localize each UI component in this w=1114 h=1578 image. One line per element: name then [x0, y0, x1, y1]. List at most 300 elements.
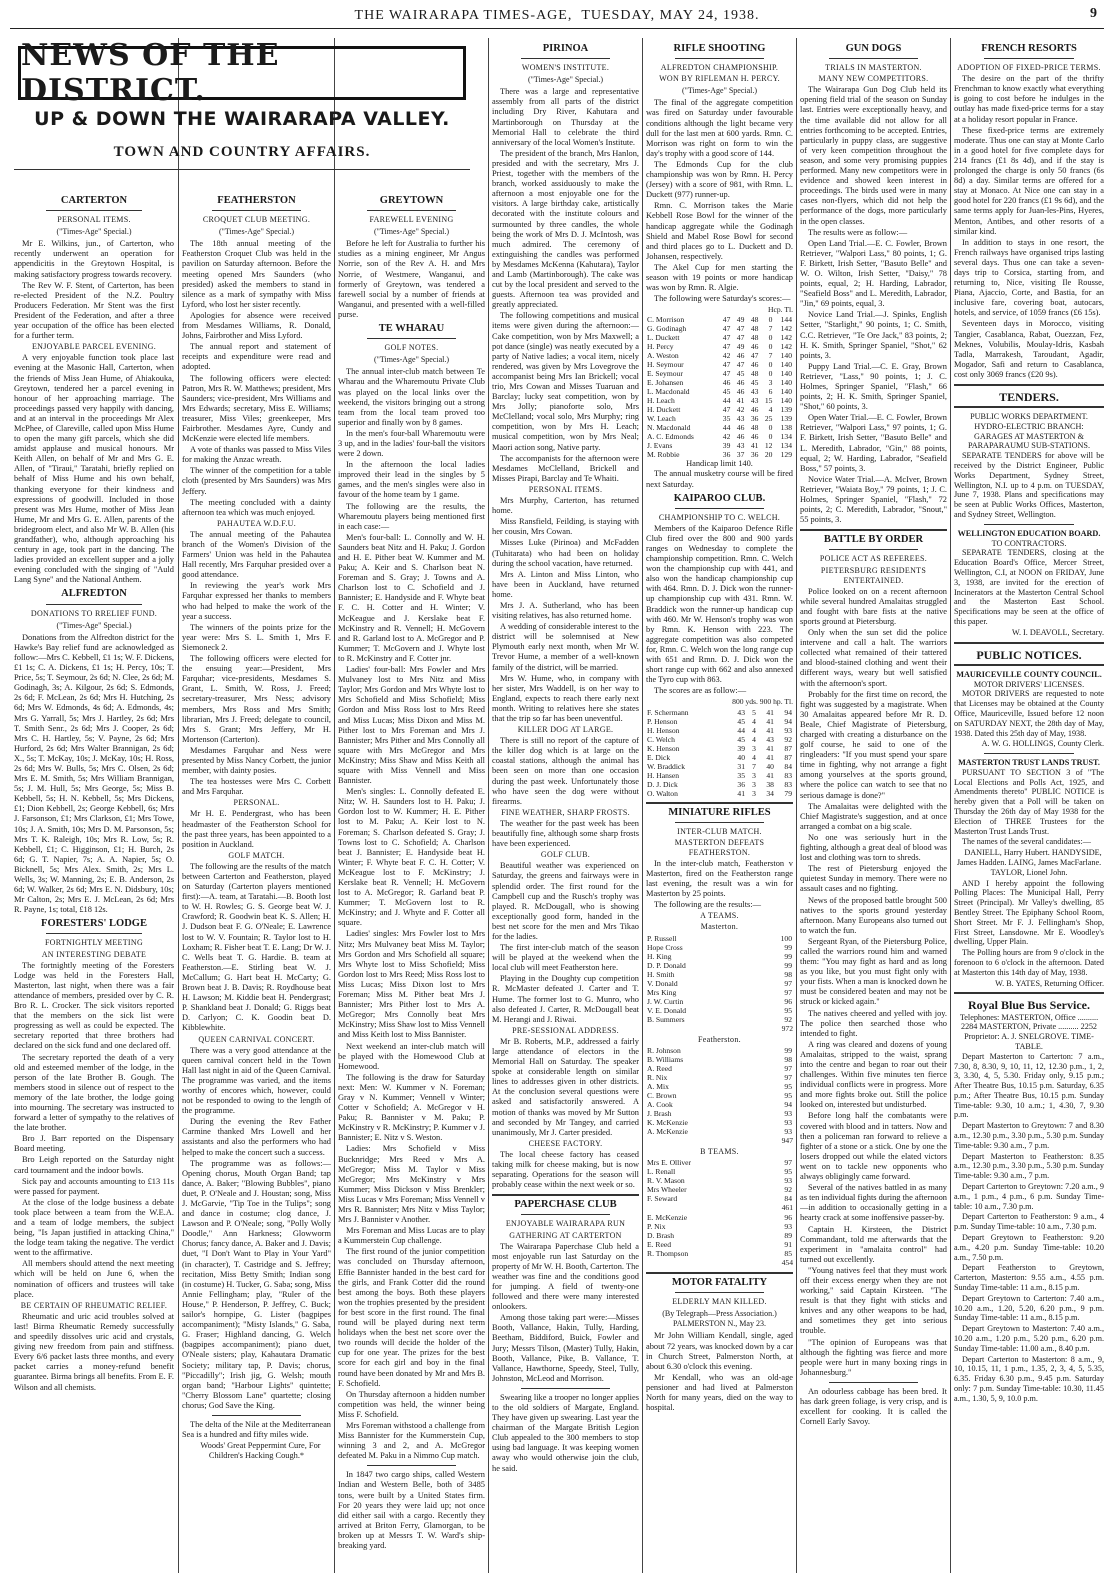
paragraph: The following are the results:—	[654, 900, 761, 910]
column-french-resorts	[954, 40, 1104, 1572]
score-cell: 41	[766, 752, 774, 762]
heading-foresters: FORESTERS' LODGE	[41, 918, 147, 930]
score-cell: 142	[780, 333, 792, 343]
column-rifle-shooting	[646, 40, 793, 1572]
competitor-name: P. Nix	[647, 1222, 666, 1231]
score-cell: 4	[752, 725, 756, 735]
competitor-name: A. McKenzie	[647, 1126, 688, 1136]
competitor-name: R. Nix	[647, 1072, 668, 1082]
score-cell: 95	[784, 1166, 792, 1176]
column-carterton	[14, 192, 174, 1572]
score-cell: 48	[750, 315, 759, 325]
score-cell: 46	[750, 360, 759, 370]
score-cell: 99	[784, 960, 792, 970]
paragraph: The rest of Pietersburg enjoyed the quietest Sunday in memory. There were no assault cases and no fighting.	[800, 864, 947, 894]
paragraph: Mrs J. A. Sutherland, who has been visiting relatives, has also returned home.	[492, 600, 639, 621]
tender-text: SEPARATE TENDERS, closing at the Education Board's Office, Mercer Street, Wellington, C.I, at NOON on FRIDAY, June 3, 1938, are invited for the erection of Incinerators at the Masterton Central School and the Masterton East School. Specifications may be seen at the office of this paper.	[954, 548, 1104, 627]
paragraph: The annual report and statement of receipts and expenditure were read and adopted.	[182, 342, 331, 372]
table-row	[646, 1118, 793, 1127]
score-cell: 39	[737, 743, 745, 753]
competitor-name: E. Dick	[647, 752, 671, 762]
paragraph: Sergeant Ryan, of the Pietersburg Police, called the warriors round him and warned them: "You may fight as hard and as long as you like, but you must fight only with your fists. When a man is knocked down he must be considered beaten and may not be struck or kicked again."	[800, 936, 947, 1007]
score-cell: 41	[766, 770, 774, 780]
paragraph: Next weekend an inter-club match will be played with the Homewood Club at Homewood.	[338, 1041, 485, 1071]
column-featherston	[182, 192, 331, 1572]
paragraph: Mrs Foreman withstood a challenge from Miss Bannister for the Kummerstein Cup, winning 3 and 2, and A. McGregor defeated M. Paku in a Nimmo Cup match.	[338, 1420, 485, 1461]
paragraph: Mrs A. Linton and Miss Linton, who have been in Auckland, have returned home.	[492, 569, 639, 599]
score-cell: 42	[722, 432, 731, 442]
subheading: MASTERTON DEFEATS FEATHERSTON.	[674, 837, 765, 857]
page-number: 9	[1090, 6, 1098, 21]
table-row	[646, 1006, 793, 1015]
paragraph: Ladies' four-ball: Mrs Fowler and Mrs Mulvaney lost to Mrs Nitz and Miss Taylor; Mrs Gordon and Mrs Whyte lost to Mrs Schofield and Miss Schofield; Miss Gordon and Miss Ross lost to Mrs Reed and Miss Lucas; Miss Dixon and Miss M. Pither lost to Mrs Foreman and Mrs J. Bannister; Mrs Pither and Mrs Connolly all square with Mrs McGregor and Mrs McKinstry; Miss Shaw and Miss Keith all square with Miss Vennell and Miss Bannister.	[338, 665, 485, 786]
score-cell: 42	[736, 405, 745, 415]
scores-table-kaiparoo	[646, 708, 793, 798]
competitor-name: F. Seward	[647, 1193, 678, 1203]
competitor-name: A. Mix	[647, 1081, 669, 1091]
paragraph: "The opinion of Europeans was that although the fighting was fierce and more people were hurt in many boxing rings in Johannesburg."	[800, 1337, 947, 1377]
heading-alfredton: ALFREDTON	[61, 588, 127, 600]
score-cell: 41	[766, 725, 774, 735]
paragraph: The accompanists for the afternoon were Mesdames McClelland, Brickell and Misses Pirapi, Barclay and Te Whaiti.	[492, 453, 639, 483]
paragraph: Rmn. C. Morrison takes the Marie Kebbell Rose Bowl for the winner of the handicap aggregate while the Godinagh Shield and Mabel Rose Bowl for second and third places go to L. Duckett and D. Johansen, respectively.	[646, 201, 793, 261]
timetable-entry: Depart Carterton to Greytown: 7.20 a.m., 9 a.m., 1 p.m., 4 p.m., 6 p.m. Sunday Time-table: 10 a.m., 7.30 p.m.	[954, 1182, 1104, 1211]
competitor-name: P. Russell	[647, 933, 677, 943]
table-row	[646, 708, 793, 717]
column-rule	[796, 38, 797, 1573]
timetable-entry: Depart Masterton to Greytown: 7 and 8.30 a.m., 12.30 p.m., 3.30 p.m., 5.30 p.m. Sunday Time-table: 9.30 a.m., 7 p.m.	[954, 1121, 1104, 1150]
subheading: PERSONAL ITEMS.	[528, 484, 603, 494]
table-row	[646, 1176, 793, 1185]
competitor-name: B. Summers	[647, 1014, 685, 1024]
competitor-name: A. C. Edmonds	[647, 432, 694, 442]
table-row	[646, 789, 793, 798]
filler-note: An odourless cabbage has been bred. It has dark green foliage, is very crisp, and is excellent for cooking. It is called the Cornell Early Savoy.	[800, 1386, 947, 1427]
score-cell: 97	[784, 1157, 792, 1167]
score-cell: 97	[784, 978, 792, 988]
subheading: MANY NEW COMPETITORS.	[818, 74, 929, 84]
score-cell: 49	[736, 342, 745, 352]
score-cell: 0	[768, 432, 773, 442]
paragraph: The following are the results of the match between Carterton and Featherston, played on Saturday (Carterton players mentioned first):—A. team, at Taratahi.—B. Booth lost to W. H. Rowles; G. S. George beat W. J. Crawford; R. Goodwin beat K. S. Allen; H. J. Dudson beat F. G. O'Neale; E. Lawrence lost to W. V. Fountain; R. Taylor lost to H. Loxham; R. Fisher beat T. E. Lang; Dr W. J. C. Wells beat T. G. Hardie. B. team at Featherston.—E. Stirling beat W. J. McCallum; G. Hart beat H. McCarty; G. Brown beat J. B. Davis; R. Roydhouse beat H. Lawson; M. Kiddie beat H. Pendergrast; P. Shankland beat J. Donald; G. Riggs beat D. Carlyon; C. K. Goodin beat D. Kibblewhite.	[182, 861, 331, 1033]
score-cell: 47	[736, 333, 745, 343]
table-row	[646, 1185, 793, 1194]
table-row	[646, 952, 793, 961]
competitor-name: W. Braddick	[647, 761, 686, 771]
subheading: WOMEN'S INSTITUTE.	[521, 63, 610, 73]
heading-kaiparoo: KAIPAROO CLUB.	[673, 492, 766, 504]
timetable-entry: Depart Featherston to Greytown, Carterton, Masterton: 9.55 a.m., 4.55 p.m. Sunday Time-table: 11 a.m., 8.15 p.m.	[954, 1263, 1104, 1293]
special-tag: ("Times-Age" Special.)	[56, 620, 132, 630]
score-cell: 93	[784, 1126, 792, 1136]
score-cell: 36	[737, 779, 745, 789]
score-cell: 35	[737, 770, 745, 780]
score-cell: 47	[722, 342, 731, 352]
paragraph: Playing in the Doughty cup competition R. McMaster defeated J. Carter and T. Hume. The former lost to G. Munro, who also defeated J. Carter, R. McDougall beat M. Herangi and J. Riwai.	[492, 974, 639, 1024]
competitor-name: A. Reed	[647, 1063, 672, 1073]
paragraph: A wedding of considerable interest to the district will be solemnised at New Plymouth early next month, when Mr W. Trevor Hume, a member of a well-known family of the district, will be married.	[492, 622, 639, 672]
competitor-name: J. Brash	[647, 1108, 672, 1118]
table-header: 800 yds. 900 hp. Tl.	[732, 697, 793, 707]
column-gun-dogs	[800, 40, 947, 1572]
score-cell: 41	[766, 743, 774, 753]
score-cell: 83	[784, 779, 792, 789]
score-cell: 41	[766, 716, 774, 726]
table-row	[646, 1046, 793, 1055]
table-row	[646, 1213, 793, 1222]
subheading: INTER-CLUB MATCH.	[677, 826, 762, 836]
paragraph: Men's four-ball: L. Connolly and W. H. Saunders beat Nitz and H. Paku; J. Gordon and H. E. Pither beat W. Kummer and M. Paku; A. Keir and S. Charlson beat N. Foreman and S. Gray; J. Towns and A. Charlson lost to C. Schofield and J. Bannister; E. Handyside and F. Whyte beat F. C. H. Cotter and H. Winter; V. McKeague and J. Kerslake beat F. McKinstry and R. Vennell; H. McGovern and R. Garland lost to A. McGregor and P. Kummer; T. McGovern and J. Whyte lost to R. McKinstry and F. Cotter jnr.	[338, 532, 485, 663]
score-cell: 41	[766, 707, 774, 717]
paragraph: Puppy Land Trial.—C. E. Gray, Brown Retriever, "Lass," 90 points, 1; J. C. Holmes, Springer Spaniel, "Flash," 66 points, 2; H. K. Smith, Springer Spaniel, "Shot," 60 points, 3.	[800, 361, 947, 412]
column-rule	[334, 38, 335, 1573]
table-row	[646, 1073, 793, 1082]
news-banner	[14, 40, 470, 170]
paragraph: Bro Leigh reported on the Saturday night card tournament and the indoor bowls.	[14, 1155, 174, 1175]
paragraph: The results were as follow:—	[808, 227, 908, 237]
paragraph: A ring was cleared and dozens of young Amalaitas, stripped to the waist, sprang into the centre and began to roar out their challenges. Within five minutes ten fierce individual conflicts were in progress. More and more fights broke out. Still the police looked on, interested but undisturbed.	[800, 1039, 947, 1110]
heading-gun-dogs: GUN DOGS	[845, 43, 902, 54]
table-row	[646, 441, 793, 450]
table-row	[646, 387, 793, 396]
score-cell: 4	[752, 716, 756, 726]
signature: W. I. DEAVOLL, Secretary.	[1011, 627, 1104, 637]
score-cell: 43	[737, 707, 745, 717]
table-row	[646, 970, 793, 979]
table-header: Hcp. Tl.	[768, 305, 793, 315]
score-cell: 41	[750, 441, 759, 451]
team-total: 454	[781, 1258, 793, 1267]
paragraph: The following competitions and musical items were given during the afternoon:—Cake competition, won by Mrs Maxwell; a pot dance (single) was neatly executed by a party of Native ladies; a vocal item, nicely rendered, was given by Mrs Lovegrove the accompanist being Mrs Ian Brickell; vocal trio, Mrs Cowan and Misses Tuaruan and Barclay; lucky seat competition, won by Mrs Jolly; pianoforte solo, Mrs McClelland; vocal solo, Mrs Murphy; ring competition, won by Mrs H. Leach; musical competition, won by Mrs Neal; Maori action song, Native party.	[492, 311, 639, 452]
score-cell: 140	[780, 378, 792, 388]
paragraph: In reviewing the year's work Mrs Farquhar expressed her thanks to members who had helped to make the work of the year a success.	[182, 581, 331, 621]
table-row	[646, 717, 793, 726]
table-row	[646, 961, 793, 970]
subheading: ALFREDTON CHAMPIONSHIP.	[660, 63, 779, 73]
paragraph: The president of the branch, Mrs Hanlon, presided and with the secretary, Mrs J. Priest, together with the members of the branch, worked assiduously to make the afternoon a most enjoyable one for the visitors. A large birthday cake, artistically decorated with the institute colours and surmounted by three candles, the whole being the work of Mrs D. J. McIntosh, was much admired. The ceremony of extinguishing the candles was performed by Mesdames McKenna (Kahutara), Taylor and Lamb (Martinborough). The cake was cut by the local president and served to the guests. Afternoon tea was provided and greatly appreciated.	[492, 148, 639, 310]
table-row	[646, 1158, 793, 1167]
subheading: B TEAMS.	[700, 1146, 739, 1156]
score-cell: 92	[784, 734, 792, 744]
table-row	[646, 315, 793, 324]
paragraph: Members of the Kaiparoo Defence Rifle Club fired over the 800 and 900 yards ranges on Wednesday to complete the championship competition. Rmn. C. Welch won the championship cup with 441, and also won the handicap championship cup with 464. Rmn. D. J. Dick won the runner-up championship cup with 431. Rmn. W. Braddick won the runner-up handicap cup with 460. Mr W. Henson's trophy was won by Rmn. K. Henson with 223. The aggregate competition was also competed for, Rmn. C. Welch won the long range cup with 651 and Rmn. D. J. Dick won the short range cup with 662 and also annexed the Tyro cup with 863.	[646, 523, 793, 685]
notice-text: PURSUANT TO SECTION 3 of "The Local Elections and Polls Act, 1925, and Amendments thereto" PUBLIC NOTICE is hereby given that a Poll will be taken on Thursday the 26th day of May 1938 for the Election of THREE Trustees for the Masterton Trust Lands Trust.	[954, 767, 1104, 836]
paragraph: Apologies for absence were received from Mesdames Williams, R. Donald, Johns, Fairbrother and Miss Lyford.	[182, 310, 331, 341]
table-row	[646, 1222, 793, 1231]
competitor-name: R. Thompson	[647, 1249, 689, 1258]
score-cell: 96	[784, 1213, 792, 1222]
subheading: ENJOYABLE PARCEL EVENING.	[31, 342, 157, 352]
paragraph: The following were Saturday's scores:—	[654, 294, 791, 304]
table-row	[646, 1109, 793, 1118]
score-cell: 46	[736, 432, 745, 442]
notice-text: MOTOR DRIVERS are requested to note that Licenses may be obtained at the County Office, Mauriceville, Issued before 12 noon on SATURDAY NEXT, the 28th day of May, 1938. Dated this 25th day of May, 1938.	[954, 689, 1104, 738]
paragraph: Beautiful weather was experienced on Saturday, the greens and fairways were in splendid order. The first round for the Campbell cup and the Rusch's trophy was played. R. McDougall, who is showing exceptionally good form, handed in the best net score for the men and Mrs Tikao for the ladies.	[492, 861, 639, 941]
paragraph: Probably for the first time on record, the fight was suggested by a magistrate. When 30 Amalaitas appeared before Mr R. D. Beale, Chief Magistrate of Pietersburg, charged with creating a disturbance on the golf course, he said to one of the ringleaders: "If you must spend your spare time in fighting, why not arrange a fight among yourselves at the sports ground, where the police can watch to see that no serious damage is done?"	[800, 689, 947, 800]
table-row	[646, 744, 793, 753]
bus-service-heading: Royal Blue Bus Service.	[968, 998, 1090, 1013]
special-tag: ("Times-Age" Special.)	[373, 227, 450, 237]
column-rule	[642, 38, 643, 1573]
tender-title: WELLINGTON EDUCATION BOARD.	[957, 528, 1101, 538]
score-cell: 3	[752, 743, 756, 753]
subheading: ELDERLY MAN KILLED.	[672, 1297, 767, 1307]
score-cell: 39	[722, 441, 731, 451]
subheading: A TEAMS.	[700, 911, 739, 921]
score-cell: 4	[768, 405, 773, 415]
score-cell: 35	[722, 414, 731, 424]
bus-phones: Telephones: MASTERTON, Office .......... 2284 MASTERTON, Private .......... 2252	[959, 1012, 1099, 1032]
paragraph: Mrs Murphy, Carterton, has returned home.	[492, 496, 639, 516]
notice-text: The names of the several candidates:—	[962, 837, 1091, 847]
score-cell: 46	[722, 378, 731, 388]
score-cell: 47	[722, 324, 731, 334]
paragraph: The Rev W. F. Stent, of Carterton, has been re-elected President of the N.Z. Poultry Producers Federation. Mr Stent was the first President of the Federation, and after a three year occupation of the office has been elected for a further term.	[14, 280, 174, 341]
score-cell: 0	[768, 423, 773, 433]
score-cell: 79	[784, 788, 792, 798]
masthead-date: TUESDAY, MAY 24, 1938.	[581, 8, 760, 23]
heading-carterton: CARTERTON	[60, 195, 128, 206]
score-cell: 139	[780, 405, 792, 415]
banner-title: NEWS OF THE DISTRICT.	[18, 46, 466, 100]
paragraph: Ladies: Mrs Schofield v Miss Bucknridge; Mrs Reed v Mrs A. McGregor; Miss M. Taylor v Miss McGregor; Mrs McKinstry v Mrs Kummer; Miss Dickson v Miss Brenkler; Miss Lucas v Mrs Foreman; Miss Vennell v Mrs R. Bannister; Mrs Nitz v Miss Taylor; Mrs J. Bannister v Another.	[338, 1144, 485, 1225]
table-row	[646, 423, 793, 432]
competitor-name: G. Godinagh	[647, 324, 687, 334]
score-cell: 43	[736, 414, 745, 424]
subheading: GATHERING AT CARTERTON	[509, 1230, 622, 1240]
score-cell: 97	[784, 987, 792, 997]
score-cell: 48	[750, 369, 759, 379]
paragraph: The following officers were elected for the ensuing year:—President, Mrs Farquhar; vice-presidents, Mesdames S. Grant, L. Smith, W. Ross, J. Freed; secretary-treasurer, Mrs Ness; advisory members, Mrs Ross and Mrs Smith; librarian, Mrs J. Freed; delegate to council, Mrs S. Grant; Mrs Jeffery, Mr H. Mortenson (Carterton).	[182, 654, 331, 744]
score-cell: 38	[766, 779, 774, 789]
score-cell: 99	[784, 942, 792, 952]
competitor-name: H. Percy	[647, 342, 674, 352]
table-row	[646, 1240, 793, 1249]
competitor-name: R. Johnson	[647, 1045, 681, 1055]
paragraph: Mrs Foreman and Miss Lucas are to play a Kummerstein Cup challenge.	[338, 1226, 485, 1246]
subheading: PAHAUTEA W.D.F.U.	[216, 518, 297, 528]
competitor-name: L. Duckett	[647, 333, 680, 343]
subheading: FAREWELL EVENING	[369, 215, 454, 225]
paragraph: During the evening the Rev Father Carmine thanked Mrs Lowell and her assistants and also the performers who had helped to make the concert such a success.	[182, 1117, 331, 1157]
table-row	[646, 997, 793, 1006]
score-cell: 4	[752, 734, 756, 744]
heading-rifle-shooting: RIFLE SHOOTING	[673, 43, 766, 54]
subheading: PERSONAL ITEMS.	[57, 215, 131, 225]
paragraph: The Edmonds Cup for the club championship was won by Rmn. H. Percy (Jersey) with a score of 981, with Rmn. L. Duckett (977) runner-up.	[646, 159, 793, 200]
subheading: GOLF MATCH.	[228, 850, 285, 860]
score-cell: 140	[780, 396, 792, 406]
paragraph: The Akel Cup for men starting the season with 19 points or more handicap was won by Rmn. R. Algie.	[646, 262, 793, 293]
score-cell: 40	[766, 761, 774, 771]
score-cell: 46	[750, 405, 759, 415]
score-cell: 44	[722, 396, 731, 406]
score-cell: 140	[780, 351, 792, 361]
paragraph: Only when the sun set did the police intervene and call a halt. The warriors collected what remained of their tattered and blood-stained clothing and went their different ways, weary but well satisfied with the afternoon's sport.	[800, 628, 947, 688]
team-total: 972	[781, 1023, 793, 1033]
table-row	[646, 988, 793, 997]
table-row	[646, 378, 793, 387]
table-row	[646, 1055, 793, 1064]
score-cell: 0	[768, 369, 773, 379]
score-cell: 87	[784, 743, 792, 753]
subheading: Featherston.	[698, 1034, 741, 1044]
score-cell: 46	[736, 423, 745, 433]
paragraph: Mrs W. Hume, who, in company with her sister, Mrs Waddell, is on her way to England, expects to reach there early next month. Writing to relatives here she states that the trip so far has been uneventful.	[492, 673, 639, 723]
paragraph: Mesdames Farquhar and Ness were presented by Miss Nancy Corbett, the junior member, with dainty posies.	[182, 745, 331, 776]
paragraph: In the men's four-ball Wharemoutu were 3 up, and in the ladies' four-ball the visitors were 2 down.	[338, 428, 485, 459]
heading-greytown: GREYTOWN	[379, 195, 444, 206]
score-cell: 46	[750, 432, 759, 442]
competitor-name: E. McKenzie	[647, 1213, 688, 1222]
paragraph: Mr E. Wilkins, jun., of Carterton, who recently underwent an operation for appendicitis in the Greytown Hospital, is making satisfactory progress towards recovery.	[14, 239, 174, 279]
score-cell: 97	[784, 1063, 792, 1073]
score-cell: 6	[768, 387, 773, 397]
paragraph: In addition to stays in one resort, the French railways have organised trips lasting several days. Thus one can take a seven-days trip to Corsica, starting from, and returning to, Nice, visiting Ile Rousse, Piana, Ajaccio, Corte, and Bastia, for an inclusive fare, covering boat, autocars, hotels, and service, of 1059 francs (£6 15s).	[954, 237, 1104, 318]
competitor-name: M. Robbie	[647, 450, 680, 460]
paragraph: The winners of the points prize for the year were: Mrs S. L. Smith 1, Mrs F. Siemoneck 2.	[182, 622, 331, 652]
team-total: 947	[781, 1135, 793, 1145]
paragraph: The local cheese factory has ceased taking milk for cheese making, but is now separating. Operations for the season will probably cease within the next week or so.	[492, 1149, 639, 1190]
timetable-entry: Depart Greytown to Carterton: 7.40 a.m., 10.20 a.m., 1.20, 5.20, 6.20 p.m., 9 p.m. Sunday Time-table: 11 a.m., 8.15 p.m.	[954, 1293, 1104, 1323]
paragraph: Mr John William Kendall, single, aged about 72 years, was knocked down by a car in Church Street, Palmerston North, at about 6.30 o'clock this evening.	[646, 1331, 793, 1371]
score-cell: 36	[750, 450, 759, 460]
competitor-name: K. Henson	[647, 743, 680, 753]
score-cell: 48	[750, 333, 759, 343]
paragraph: Men's singles: L. Connolly defeated E. Nitz; W. H. Saunders lost to H. Paku; J. Gordon lost to W. Kummer; H. E. Pither lost to M. Paku; A. Keir lost to N. Foreman; S. Charlson defeated S. Gray; J. Towns lost to C. Schofield; A. Charlson beat J. Bannister; E. Handyside beat H. Winter; F. Whyte beat F. C. H. Cotter; V. McKeague lost to F. McKinstry; J. Kerslake beat R. Vennell; H. McGovern lost to A. McGregor; R. Garland beat P. Kummer; T. McGovern lost to R. McKinstry; and J. Whyte and F. Cotter all square.	[338, 787, 485, 928]
masthead	[10, 4, 1104, 29]
competitor-name: K. McKenzie	[647, 1117, 688, 1127]
paragraph: Among those taking part were:—Misses Booth, Vallance, Hakin, Tully, Harding, Beetham, Biddiford, Buick, Fowler and Jury; Messrs Tilson, (Master) Tully, Hakin, Booth, Vallance, Pike, B. Vallance, T. Vallance, Hawthorne, Speedy, Steel, Tully, Johnston, McLeod and Morrison.	[492, 1313, 639, 1383]
bus-proprietor: Proprietor: A. J. SNELGROVE. TIME-TABLE.	[964, 1032, 1094, 1051]
column-pirinoa	[492, 40, 639, 1572]
score-cell: 97	[784, 1072, 792, 1082]
competitor-name: J. Evans	[647, 441, 673, 451]
table-row	[646, 414, 793, 423]
score-cell: 134	[780, 432, 792, 442]
table-row	[646, 369, 793, 378]
table-row	[646, 432, 793, 441]
table-footnote: Handicap limit 140.	[686, 459, 753, 469]
special-tag: ("Times-Age" Special.)	[56, 227, 132, 237]
paragraph: The winner of the competition for a table cloth (presented by Mrs Saunders) was Mrs Jeffery.	[182, 466, 331, 496]
score-cell: 41	[737, 788, 745, 798]
subheading: ENJOYABLE WAIRARAPA RUN	[505, 1219, 626, 1229]
notice-title: MASTERTON TRUST LANDS TRUST.	[958, 758, 1100, 768]
table-row	[646, 1064, 793, 1073]
score-cell: 142	[780, 342, 792, 352]
score-cell: 93	[784, 1175, 792, 1185]
heading-miniature-rifles: MINIATURE RIFLES	[668, 806, 771, 818]
paragraph: The Wairarapa Gun Dog Club held its opening field trial of the season on Sunday last. Entries were exceptionally heavy, and the time available did not allow for all entries forthcoming to be accepted. Entries, particularly in puppy class, are suggestive of very keen competition throughout the season, and some very promising puppies performed. Many new competitors were in evidence and showed keen interest in proceedings. The birds used were in many cases non-flyers, which did not help the performance of the dogs, more particularly in the open classes.	[800, 85, 947, 226]
table-row	[646, 1231, 793, 1240]
score-cell: 0	[768, 333, 773, 343]
subheading: GOLF CLUB.	[540, 850, 591, 860]
competitor-name: H. Hansen	[647, 770, 680, 780]
score-cell: 47	[750, 351, 759, 361]
paragraph: The natives cheered and yelled with joy. The police then searched those who intended to fight.	[800, 1008, 947, 1038]
paragraph: The following officers were elected: Patron, Mrs R. W. Matthews; president, Mrs Saunders; vice-president, Mrs Williams and Mrs Edwards; secretary, Miss E. Williams; treasurer, Miss Viles; greenkeeper, Mrs Fairbrother. Mesdames Ayre, Cundy and McKenzie were elected life members.	[182, 373, 331, 444]
competitor-name: V. Donald	[647, 978, 678, 988]
subheading: PIETERSBURG RESIDENTS ENTERTAINED.	[820, 565, 927, 585]
paragraph: Captain H. Kirsteen, the District Commandant, told me afterwards that the experiment in "amalaita control" had turned out excellently.	[800, 1224, 947, 1264]
score-cell: 41	[736, 396, 745, 406]
score-cell: 25	[764, 414, 773, 424]
competitor-name: J. W. Curtin	[647, 996, 684, 1006]
tender-title: PUBLIC WORKS DEPARTMENT. HYDRO-ELECTRIC BRANCH: GARAGES AT MASTERTON & PARAPARAUMU SUB-STATIONS.	[967, 412, 1091, 451]
timetable-entry: Depart Masterton to Carterton: 7 a.m., 7.30, 8, 8.30, 9, 10, 11, 12, 12.30 p.m., 1, 2, 3, 3.30, 4, 5, 5.30. Friday only, 9.15 p.m.; After Theatre Bus, 10.15 p.m. Saturday, 6.35 p.m.; After Theatre Bus, 10.15 p.m. Sunday Time-table: 9.30, 10 a.m.; 1, 4.30, 7, 9.30 p.m.	[954, 1051, 1104, 1120]
heading-french-resorts: FRENCH RESORTS	[981, 43, 1077, 54]
score-cell: 93	[784, 1108, 792, 1118]
heading-paperchase: PAPERCHASE CLUB	[514, 1199, 617, 1211]
score-cell: 95	[784, 1081, 792, 1091]
table-row	[646, 1249, 793, 1258]
paragraph: Before he left for Australia to further his studies as a mining engineer, Mr Angus Norrie, son of the Rev A. H. and Mrs Norrie, of Westmere, Wanganui, and formerly of Greytown, was tendered a farewell social by a number of friends at Wanganui, and presented with a well-filled purse.	[338, 239, 485, 319]
paragraph: The desire on the part of the thrifty Frenchman to know exactly what everything is going to cost before he indulges in the outlay has made fixed-price terms for a stay at a holiday resort popular in France.	[954, 74, 1104, 124]
score-cell: 36	[722, 450, 731, 460]
score-cell: 47	[722, 405, 731, 415]
paragraph: The programme was as follows:—Opening chorus, Mouth Organ Band; tap dance, A. Baker; "Blowing Bubbles", piano duet, P. O'Neale and J. Houstan; song, Miss J. McGarvie, "Tip Toe in the Tulips"; song and dance in costume; clog dance, J. Lawson and P. O'Neale; song, "Polly Wolly Doodle," Ann Harkness; Glowworm Chorus; fancy dance, A. Baker and J. Davis; duet, "I Don't Want to Play in Your Yard" (in character), T. Castridge and S. Jeffrey; recitation, Miss Betty Smith; Indian song (in costume) H. Tucker, G. Saba; song, Miss Annie Fellingham; play, "Ruler of the House," P. Henderson, P. Jeffrey, C. Buck; sailor's hornpipe, G. Lister (bagpipes accompaniment); "Misty Islands," G. Saba, G. Fraser; Highland dancing, G. Welch (bagpipes accompaniment); piano duet, O'Neale sisters; play, Kahautara Dramatic Society; military tap, P. Davis; chorus, "Piccadilly"; Irish jig, G. Welsh; mouth organ band; "Harbour Lights" quintette; "Cherry Blossom Lane" quartette; closing chorus; God Save the King.	[182, 1158, 331, 1410]
filler-ad: Woods' Great Peppermint Cure, For Children's Hacking Cough.*	[200, 1441, 321, 1461]
scores-table-featherston-b	[646, 1213, 793, 1258]
score-cell: 34	[766, 788, 774, 798]
competitor-name: B. Williams	[647, 1054, 684, 1064]
paragraph: Novice Land Trial.—J. Spinks, English Setter, "Starlight," 90 points, 1; C. Smith, C.C. Retriever, "Te Ore Jack," 83 points, 2; H. K. Smith, Springer Spaniel, "Shot," 62 points, 3.	[800, 310, 947, 360]
paragraph: In the inter-club match, Featherston v Masterton, fired on the Featherston range last evening, the result was a win for Masterton by 25 points.	[646, 858, 793, 899]
filler-note: The delta of the Nile at the Mediterranean Sea is a hundred and fifty miles wide.	[182, 1419, 331, 1440]
score-cell: 47	[736, 324, 745, 334]
score-cell: 45	[737, 716, 745, 726]
score-cell: 95	[784, 1090, 792, 1100]
subheading: FORTNIGHTLY MEETING	[44, 938, 144, 948]
paragraph: Mr Kendall, who was an old-age pensioner and had lived at Palmerston North for many years, died on the way to hospital.	[646, 1372, 793, 1413]
paragraph: There was a very good attendance at the queen carnival concert held in the Town Hall last night in aid of the Queen Carnival. The programme was varied, and the items worthy of encores which, however, could not be responded to owing to the length of the programme.	[182, 1045, 331, 1116]
score-cell: 12	[764, 441, 773, 451]
section-heading: TOWN AND COUNTRY AFFAIRS.	[113, 144, 371, 160]
paragraph: Sick pay and accounts amounting to £13 11s were passed for payment.	[14, 1176, 174, 1196]
paragraph: The scores are as follow:—	[654, 686, 747, 696]
score-cell: 139	[780, 414, 792, 424]
paragraph: The 18th annual meeting of the Featherston Croquet Club was held in the pavilion on Saturday afternoon. Before the meeting opened Mrs Saunders (who presided) asked the members to stand in silence as a mark of sympathy with Miss Lyford, who lost her sister recently.	[182, 239, 331, 309]
competitor-name: D. P. Donald	[647, 960, 686, 970]
subheading: BE CERTAIN OF RHEUMATIC RELIEF.	[20, 1300, 168, 1310]
paragraph: Ladies' singles: Mrs Fowler lost to Mrs Nitz; Mrs Mulvaney beat Miss M. Taylor; Mrs Gordon and Mrs Schofield all square; Mrs Whyte lost to Miss Schofield; Miss Gordon lost to Mrs Reed; Miss Ross lost to Miss Lucas; Miss Dixon lost to Mrs Foreman; Miss M. Pither beat Mrs J. Bannister; Mrs Pither lost to Mrs A. McGregor; Mrs Connolly beat Mrs McKinstry; Miss Shaw lost to Miss Vennell and Miss Keith lost to Miss Bannister.	[338, 929, 485, 1040]
competitor-name: N. Macdonald	[647, 423, 691, 433]
paragraph: In the afternoon the local ladies improved their lead in the singles by 5 games, and the men's singles were also in favour of the home team by 1 game.	[338, 460, 485, 500]
paragraph: The following are the results, the Wharemoutu players being mentioned first in each case:—	[338, 501, 485, 531]
score-cell: 7	[752, 761, 756, 771]
score-cell: 85	[784, 1249, 792, 1258]
score-cell: 46	[736, 378, 745, 388]
score-cell: 129	[780, 450, 792, 460]
score-cell: 45	[750, 378, 759, 388]
paragraph: The first inter-club match of the season will be played at the weekend when the local club will meet Featherston here.	[492, 943, 639, 973]
competitor-name: O. Walton	[647, 788, 678, 798]
table-row	[646, 351, 793, 360]
subheading: WON BY RIFLEMAN H. PERCY.	[659, 74, 780, 84]
competitor-name: P. Henson	[647, 716, 678, 726]
table-row	[646, 1100, 793, 1109]
heading-pirinoa: PIRINOA	[542, 43, 589, 54]
score-cell: 45	[737, 734, 745, 744]
competitor-name: H. Seymour	[647, 360, 684, 370]
score-cell: 31	[737, 761, 745, 771]
paragraph: Open Land Trial.—E. C. Fowler, Brown Retriever, "Walpori Lass," 80 points, 1; G. F. Birkett, Irish Setter, "Basuto Belle" and W. O. Wilton, Irish Setter, "Daisy," 78 points, equal, 2; H. Harding, Labrador, "Seafield Boss" and L. Meredith, Labrador, "Jin," 69 points, equal, 3.	[800, 238, 947, 309]
score-cell: 46	[736, 387, 745, 397]
table-row	[646, 1127, 793, 1136]
table-row	[646, 1167, 793, 1176]
score-cell: 5	[752, 707, 756, 717]
